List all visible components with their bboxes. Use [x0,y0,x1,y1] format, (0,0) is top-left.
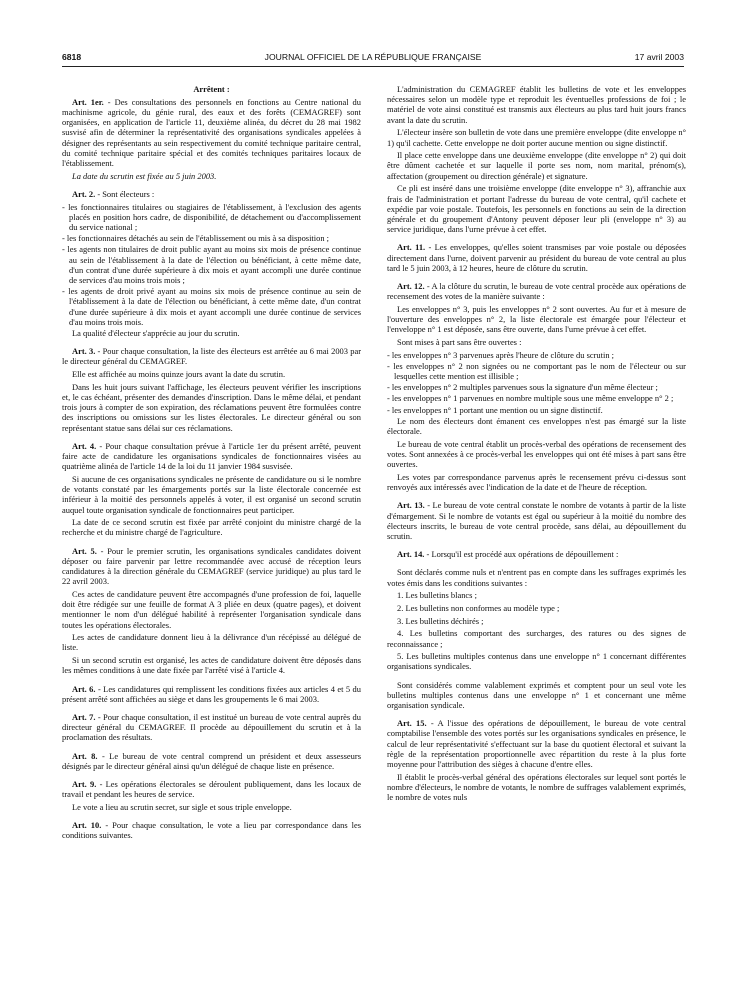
paragraph [62,369,361,379]
paragraph-text: - les agents non titulaires de droit public ayant au moins six mois de présence continue au sein de l'établissement à la date de l'élection ou bénéficiant, à cette même date, d'un contrat d'une durée supérieure à dix mois et ayant accompli une durée continue de services d'au moins trois mois ; [62,244,361,285]
paragraph-text: - Les enveloppes, qu'elles soient transmises par voie postale ou déposées directement dans l'urne, doivent parvenir au président du bureau de vote central au plus tard le 5 juin 2003, à 12 heures, heure de clôture du scrutin. [387,242,686,273]
paragraph [387,772,686,803]
paragraph [387,84,686,125]
article-number: Art. 15. [397,718,427,729]
paragraph-text: - Pour chaque consultation, la liste des électeurs est arrêtée au 6 mai 2003 par le directeur général du CEMAGREF. [62,346,362,367]
paragraph-text: Le bureau de vote central établit un procès-verbal des opérations de recensement des votes. Sont annexées à ce procès-verbal les enveloppes qui ont été mises à part sans être ouvertes. [387,438,686,470]
paragraph-text: 3. Les bulletins déchirés ; [397,615,484,626]
paragraph-text: - Sont électeurs : [95,188,155,199]
paragraph [62,346,361,366]
paragraph-text: - les enveloppes n° 3 parvenues après l'heure de clôture du scrutin ; [387,349,615,360]
paragraph [387,603,686,613]
paragraph [62,589,361,630]
header-rule [62,66,684,67]
paragraph [387,651,686,671]
paragraph-text: - Lorsqu'il est procédé aux opérations de dépouillement : [424,549,619,560]
article-number: Art. 7. [72,711,96,722]
paragraph-text: Les enveloppes n° 3, puis les enveloppes n° 2 sont ouvertes. Au fur et à mesure de l'ouverture des enveloppes n° 2, la liste électorale est émargée pour l'électeur et l'enveloppe n° 1 est déposée, sans être ouverte, dans l'urne prévue à cet effet. [387,303,686,335]
paragraph-text: - Pour chaque consultation, il est institué un bureau de vote central auprès du directeur général du CEMAGREF. Il procède au dépouillement du scrutin et à la proclamation des résultats. [62,711,361,743]
page-number: 6818 [62,52,82,62]
article-number: Art. 2. [72,188,96,199]
paragraph [387,549,686,559]
left-column [62,84,361,843]
paragraph-text: Il établit le procès-verbal général des opérations électorales sur lequel sont portés le nombre d'électeurs, le nombre de votants, le nombre de suffrages valablement exprimés, le nombre de votes nuls [387,771,686,803]
paragraph [387,439,686,470]
paragraph-text: - les enveloppes n° 1 portant une mention ou un signe distinctif. [387,404,603,415]
paragraph-text: - Pour chaque consultation, le vote a lieu par correspondance dans les conditions suivantes. [62,820,362,841]
paragraph [62,474,361,515]
paragraph-text: Elle est affichée au moins quinze jours avant la date du scrutin. [72,369,286,380]
paragraph-text: 4. Les bulletins comportant des surcharges, des ratures ou des signes de reconnaissance ; [387,628,686,649]
paragraph [387,405,686,415]
paragraph [62,632,361,652]
paragraph-text: Le nom des électeurs dont émanent ces enveloppes n'est pas émargé sur la liste électorale. [387,415,686,437]
paragraph [62,655,361,675]
paragraph-text: - Pour le premier scrutin, les organisations syndicales candidates doivent déposer ou faire parvenir par lettre recommandée avec accusé de réception leurs candidatures à la direction générale du CEMAGREF (service juridique) au plus tard le 22 avril 2003. [62,545,361,587]
paragraph [62,84,361,94]
paragraph-text: - les enveloppes n° 2 multiples parvenues sous la signature d'un même électeur ; [387,382,658,393]
article-number: Art. 5. [72,545,97,556]
paragraph-text: Sont déclarés comme nuls et n'entrent pas en compte dans les suffrages exprimés les votes émis dans les conditions suivantes : [387,567,686,588]
paragraph [62,779,361,799]
article-number: Art. 4. [72,440,97,451]
article-number: Art. 10. [72,820,102,831]
paragraph [62,441,361,472]
paragraph [62,189,361,199]
paragraph-text: - Pour chaque consultation prévue à l'article 1er du présent arrêté, peuvent faire acte de candidature les organisations syndicales de fonctionnaires visées au quatrième alinéa de l'article 14 de la loi du 11 janvier 1984 susvisée. [62,440,361,472]
paragraph-text: La date du scrutin est fixée au 5 juin 2003. [72,170,217,181]
paragraph [62,286,361,327]
paragraph [387,350,686,360]
paragraph [62,328,361,338]
paragraph [62,712,361,743]
paragraph-text: La qualité d'électeur s'apprécie au jour du scrutin. [72,327,240,338]
paragraph [62,202,361,233]
paragraph-text: Sont considérés comme valablement exprimés et comptent pour un seul vote les bulletins multiples contenus dans une enveloppe n° 1 et concernant une même organisation syndicale. [387,679,686,711]
paragraph [387,472,686,492]
paragraph-text: L'administration du CEMAGREF établit les bulletins de vote et les enveloppes nécessaires selon un modèle type et reproduit les éventuelles professions de foi ; le matériel de vote ainsi constitué est transmis aux électeurs au plus tard huit jours francs avant la date du scrutin. [387,84,686,125]
paragraph [387,242,686,273]
article-number: Art. 9. [72,778,97,789]
paragraph-text: Sont mises à part sans être ouvertes : [397,336,522,347]
paragraph [387,150,686,181]
paragraph-text: L'électeur insère son bulletin de vote dans une première enveloppe (dite enveloppe n° 1) qu'il cachette. Cette enveloppe ne doit porter aucune mention ou signe distinctif. [387,127,686,148]
article-number: Art. 12. [397,280,425,291]
paragraph-text: Ces actes de candidature peuvent être accompagnés d'une profession de foi, laquelle doit être rédigée sur une feuille de format A 3 pliée en deux (quatre pages), et doivent mentionner le nom d'un délégué habilité à représenter l'organisation syndicale dans toutes les opérations électorales. [62,588,361,630]
paragraph-text: Le vote a lieu au scrutin secret, sur sigle et sous triple enveloppe. [72,801,292,812]
paragraph-text: - Les opérations électorales se déroulent publiquement, dans les locaux de travail et pendant les heures de service. [62,778,361,800]
article-number: Art. 13. [397,500,425,511]
article-number: Art. 8. [72,750,98,761]
article-number: Art. 1er. [72,96,104,107]
paragraph-text: - A la clôture du scrutin, le bureau de vote central procède aux opérations de recensement des votes de la manière suivante : [387,280,686,302]
paragraph-text: Dans les huit jours suivant l'affichage, les électeurs peuvent vérifier les inscriptions et, le cas échéant, présenter des demandes d'inscription. Dans le même délai, et pendant trois jours à compter de son expiration, des réclamations peuvent être formulées contre des inscriptions ou omissions sur les listes électorales. Le directeur général ou son représentant statue sans délai sur ces réclamations. [62,381,361,433]
paragraph-text: - Les candidatures qui remplissent les conditions fixées aux articles 4 et 5 du présent arrêté sont affichées au siège et dans les groupements le 6 mai 2003. [62,683,361,704]
paragraph-text: Ce pli est inséré dans une troisième enveloppe (dite enveloppe n° 3), affranchie aux frais de l'administration et portant l'adresse du bureau de vote central, qu'il cachete et expédie par voie postale. Toutefois, les personnels en fonctions au sein de la direction générale et du groupement d'Antony peuvent déposer leur pli (enveloppe n° 3) au service juridique, dans l'urne prévue à cet effet. [387,183,686,235]
paragraph [387,416,686,436]
paragraph-text: Les votes par correspondance parvenus après le recensement prévu ci-dessus sont renvoyés aux intéressés avec l'indication de la date et de l'heure de réception. [387,471,686,493]
paragraph [387,382,686,392]
paragraph-text: - les fonctionnaires détachés au sein de l'établissement ou mis à sa disposition ; [62,233,330,244]
article-number: Art. 11. [397,242,426,253]
paragraph-text: - les enveloppes n° 1 parvenues en nombre multiple sous une même enveloppe n° 2 ; [387,393,674,404]
page-header [62,52,684,66]
paragraph [387,590,686,600]
paragraph [387,680,686,711]
paragraph [62,171,361,181]
paragraph [387,281,686,301]
paragraph [62,244,361,285]
paragraph-text: 1. Les bulletins blancs ; [397,590,477,601]
paragraph-text: Les actes de candidature donnent lieu à la délivrance d'un récépissé au délégué de liste. [62,632,361,653]
paragraph [62,820,361,840]
paragraph [387,567,686,587]
paragraph [62,233,361,243]
paragraph [387,500,686,541]
paragraph-text: Si un second scrutin est organisé, les actes de candidature doivent être déposés dans les mêmes conditions à une date fixée par l'arrêté visé à l'article 4. [62,655,361,676]
paragraph [387,393,686,403]
journal-title: JOURNAL OFFICIEL DE LA RÉPUBLIQUE FRANÇAISE [264,52,482,62]
paragraph [387,127,686,147]
paragraph-text: - Le bureau de vote central constate le nombre de votants à partir de la liste d'émargement. Si le nombre de votants est égal ou supérieur à la moitié du nombre des électeurs inscrits, le bureau de vote central procède, sans délai, au dépouillement du scrutin. [387,500,686,541]
paragraph-text: Si aucune de ces organisations syndicales ne présente de candidature ou si le nombre de votants constaté par les émargements portés sur la liste électorale concernée est inférieur à la moitié des personnels appelés à voter, il est organisé un second scrutin auquel toute organisation syndicale de fonctionnaires peut participer. [62,473,361,515]
paragraph [62,751,361,771]
paragraph [387,361,686,381]
paragraph-text: - Des consultations des personnels en fonctions au Centre national du machinisme agricole, du génie rural, des eaux et des forêts (CEMAGREF) sont organisées, en application de l'article 11, deuxième alinéa, du décret du 28 mai 1982 susvisé afin de déterminer la représentativité des organisations syndicales appelées à désigner des représentants au sein respectivement du comité technique paritaire central, du comité technique paritaire spécial et des comités techniques paritaires locaux de l'établissement. [62,96,361,168]
right-column [387,84,686,805]
paragraph-text: - les fonctionnaires titulaires ou stagiaires de l'établissement, à l'exclusion des agents placés en position hors cadre, de disponibilité, de détachement ou d'accomplissement du service national ; [62,201,361,232]
paragraph-text: La date de ce second scrutin est fixée par arrêté conjoint du ministre chargé de la recherche et du ministre chargé de l'agriculture. [62,517,361,538]
paragraph-text: Il place cette enveloppe dans une deuxième enveloppe (dite enveloppe n° 2) qui doit être dûment cachetée et sur laquelle il porte ses nom, nom marital, prénom(s), affectation (groupement ou direction générale) et signature. [387,150,686,181]
paragraph [62,546,361,587]
paragraph-text: 2. Les bulletins non conformes au modèle type ; [397,602,560,613]
paragraph [62,802,361,812]
paragraph [387,616,686,626]
article-number: Art. 14. [397,549,425,560]
paragraph [62,684,361,704]
article-number: Arrêtent : [193,84,230,94]
article-number: Art. 6. [72,683,96,694]
paragraph [387,183,686,234]
paragraph [62,517,361,537]
paragraph [387,628,686,648]
paragraph-text: - A l'issue des opérations de dépouillement, le bureau de vote central comptabilise l'ensemble des votes portés sur les organisations syndicales en présence, le calcul de leur représentativité s'effectuant sur la base du quotient électoral et suivant la règle de la représentation proportionnelle avec répartition du reste à la plus forte moyenne pour l'attribution des sièges à chacune d'entre elles. [387,718,686,770]
paragraph [387,304,686,335]
paragraph-text: - les agents de droit privé ayant au moins six mois de présence continue au sein de l'établissement à la date de l'élection ou bénéficiant, à cette même date, d'un contrat d'une durée supérieure à dix mois et ayant accompli une durée continue de services d'au moins trois mois. [62,286,361,327]
paragraph [387,718,686,769]
paragraph-text: 5. Les bulletins multiples contenus dans une enveloppe n° 1 concernant différentes organisations syndicales. [387,651,686,672]
paragraph-text: - les enveloppes n° 2 non signées ou ne comportant pas le nom de l'électeur ou sur lesquelles cette mention est illisible ; [387,360,686,382]
paragraph [387,337,686,347]
article-number: Art. 3. [72,346,96,357]
paragraph [62,382,361,433]
paragraph-text: - Le bureau de vote central comprend un président et deux assesseurs désignés par le directeur général ainsi qu'un délégué de chaque liste en présence. [62,750,361,771]
publication-date: 17 avril 2003 [634,52,684,62]
paragraph [62,97,361,168]
